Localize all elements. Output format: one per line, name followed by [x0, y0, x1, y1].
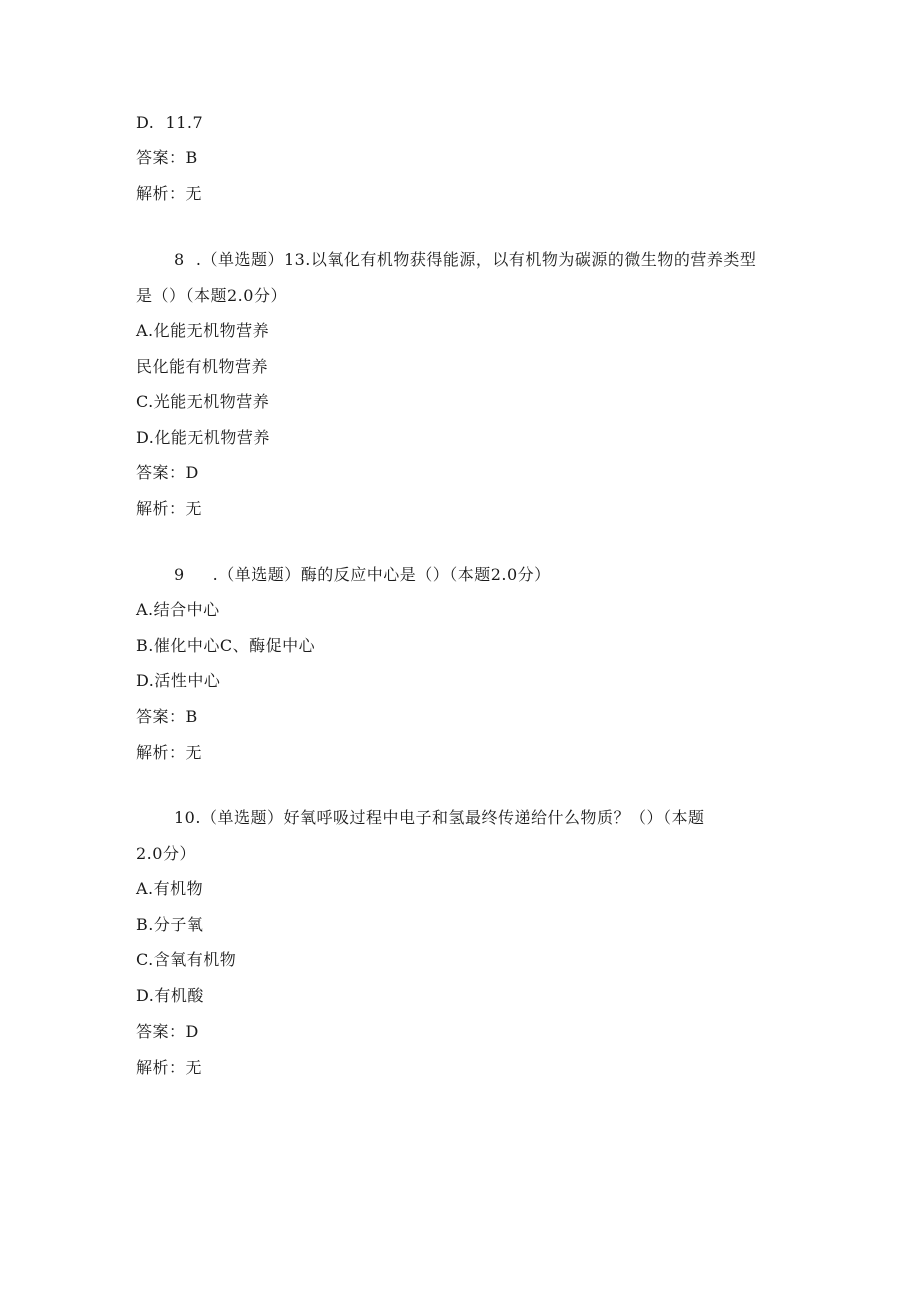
question-8-analysis: 解析：无 — [136, 499, 203, 518]
question-10-option-b: B.分子氧 — [136, 915, 204, 934]
question-8-option-c: C.光能无机物营养 — [136, 392, 270, 411]
question-9-option-bc: B.催化中心C、酶促中心 — [136, 636, 316, 655]
question-10-option-a: A.有机物 — [136, 879, 204, 898]
question-8-option-b: 民化能有机物营养 — [136, 357, 269, 376]
question-10-answer: 答案：D — [136, 1022, 199, 1041]
question-9-option-a: A.结合中心 — [136, 600, 220, 619]
question-8-stem-continued: 是（）（本题2.0分） — [136, 286, 287, 305]
question-10-option-c: C.含氧有机物 — [136, 950, 237, 969]
question-9-answer: 答案：B — [136, 707, 198, 726]
option-d: D. 11.7 — [136, 113, 204, 132]
question-8-option-d: D.化能无机物营养 — [136, 428, 270, 447]
question-9-analysis: 解析：无 — [136, 743, 203, 762]
question-10-option-d: D.有机酸 — [136, 986, 204, 1005]
answer-text: 答案：B — [136, 148, 198, 167]
question-10-stem-continued: 2.0分） — [136, 844, 196, 863]
question-10-analysis: 解析：无 — [136, 1058, 203, 1077]
question-9-stem: 9 .（单选题）酶的反应中心是（）（本题2.0分） — [174, 565, 551, 584]
question-9-option-d: D.活性中心 — [136, 671, 221, 690]
question-8-option-a: A.化能无机物营养 — [136, 321, 270, 340]
question-10-stem: 10.（单选题）好氧呼吸过程中电子和氢最终传递给什么物质？（）（本题 — [174, 808, 705, 827]
question-8-stem: 8 .（单选题）13.以氧化有机物获得能源，以有机物为碳源的微生物的营养类型 — [174, 250, 757, 269]
analysis-text: 解析：无 — [136, 184, 203, 203]
question-8-answer: 答案：D — [136, 463, 199, 482]
